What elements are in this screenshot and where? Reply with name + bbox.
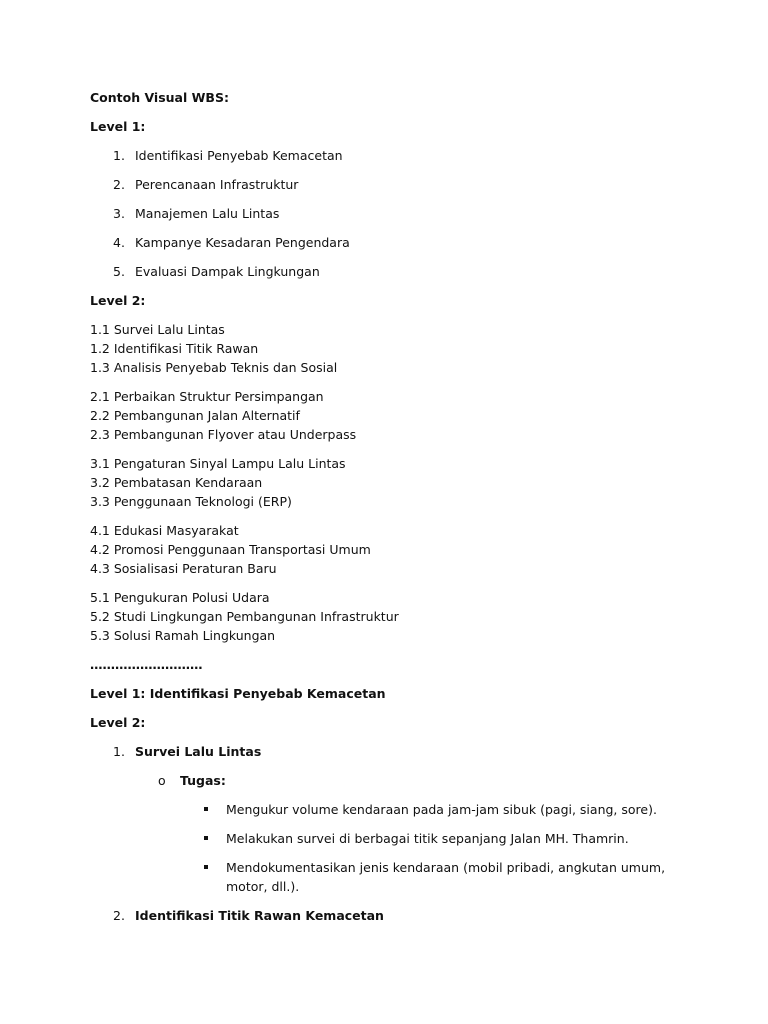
section2-level2-heading: Level 2: — [90, 715, 146, 730]
tugas-item — [90, 858, 670, 896]
item-label: Survei Lalu Lintas — [135, 744, 262, 759]
level2-heading: Level 2: — [90, 293, 146, 308]
level2-group — [90, 521, 690, 578]
level2-item: 1.1 Survei Lalu Lintas — [90, 322, 225, 337]
separator: ……………………… — [90, 657, 203, 672]
square-bullet-icon — [204, 836, 208, 840]
level2-group — [90, 454, 690, 511]
tugas-text: Mendokumentasikan jenis kendaraan (mobil pribadi, angkutan umum, motor, dll.). — [226, 860, 666, 894]
item-number: 2. — [113, 908, 125, 923]
level1-item — [90, 262, 690, 281]
item-number: 5. — [113, 264, 125, 279]
level1-item — [90, 146, 690, 165]
tugas-subitem — [90, 771, 690, 790]
level2-item: 2.2 Pembangunan Jalan Alternatif — [90, 408, 300, 423]
level1-item — [90, 233, 690, 252]
item-number: 3. — [113, 206, 125, 221]
level2-item: 1.3 Analisis Penyebab Teknis dan Sosial — [90, 360, 338, 375]
tugas-label: Tugas: — [180, 773, 226, 788]
level2-item: 4.2 Promosi Penggunaan Transportasi Umum — [90, 542, 371, 557]
level2-item: 5.3 Solusi Ramah Lingkungan — [90, 628, 276, 643]
level2-item: 5.2 Studi Lingkungan Pembangunan Infrastruktur — [90, 609, 399, 624]
level2-group — [90, 387, 690, 444]
level2-item: 3.1 Pengaturan Sinyal Lampu Lalu Lintas — [90, 456, 346, 471]
level2-item: 3.2 Pembatasan Kendaraan — [90, 475, 263, 490]
item-label: Identifikasi Penyebab Kemacetan — [135, 148, 343, 163]
level2-item: 1.2 Identifikasi Titik Rawan — [90, 341, 259, 356]
item-label: Manajemen Lalu Lintas — [135, 206, 280, 221]
doc-heading: Contoh Visual WBS: — [90, 90, 229, 105]
square-bullet-icon — [204, 807, 208, 811]
item-label: Kampanye Kesadaran Pengendara — [135, 235, 350, 250]
level2-item: 4.1 Edukasi Masyarakat — [90, 523, 239, 538]
level2-group — [90, 320, 690, 377]
circle-bullet-icon: o — [158, 773, 166, 788]
item-number: 1. — [113, 148, 125, 163]
section2-heading: Level 1: Identifikasi Penyebab Kemacetan — [90, 686, 386, 701]
level2-group — [90, 588, 690, 645]
level2-item: 2.1 Perbaikan Struktur Persimpangan — [90, 389, 324, 404]
tugas-item — [90, 829, 690, 848]
section2-item — [90, 906, 690, 925]
level1-item — [90, 204, 690, 223]
tugas-text: Mengukur volume kendaraan pada jam-jam sibuk (pagi, siang, sore). — [226, 802, 657, 817]
section2-item — [90, 742, 690, 761]
document-body — [90, 88, 690, 925]
item-label: Identifikasi Titik Rawan Kemacetan — [135, 908, 384, 923]
tugas-text: Melakukan survei di berbagai titik sepanjang Jalan MH. Thamrin. — [226, 831, 629, 846]
level1-heading: Level 1: — [90, 119, 146, 134]
item-number: 4. — [113, 235, 125, 250]
item-label: Evaluasi Dampak Lingkungan — [135, 264, 320, 279]
level2-item: 5.1 Pengukuran Polusi Udara — [90, 590, 270, 605]
level2-item: 4.3 Sosialisasi Peraturan Baru — [90, 561, 277, 576]
level1-item — [90, 175, 690, 194]
tugas-item — [90, 800, 690, 819]
item-number: 2. — [113, 177, 125, 192]
level2-item: 3.3 Penggunaan Teknologi (ERP) — [90, 494, 292, 509]
level2-item: 2.3 Pembangunan Flyover atau Underpass — [90, 427, 357, 442]
item-label: Perencanaan Infrastruktur — [135, 177, 299, 192]
item-number: 1. — [113, 744, 125, 759]
square-bullet-icon — [204, 865, 208, 869]
